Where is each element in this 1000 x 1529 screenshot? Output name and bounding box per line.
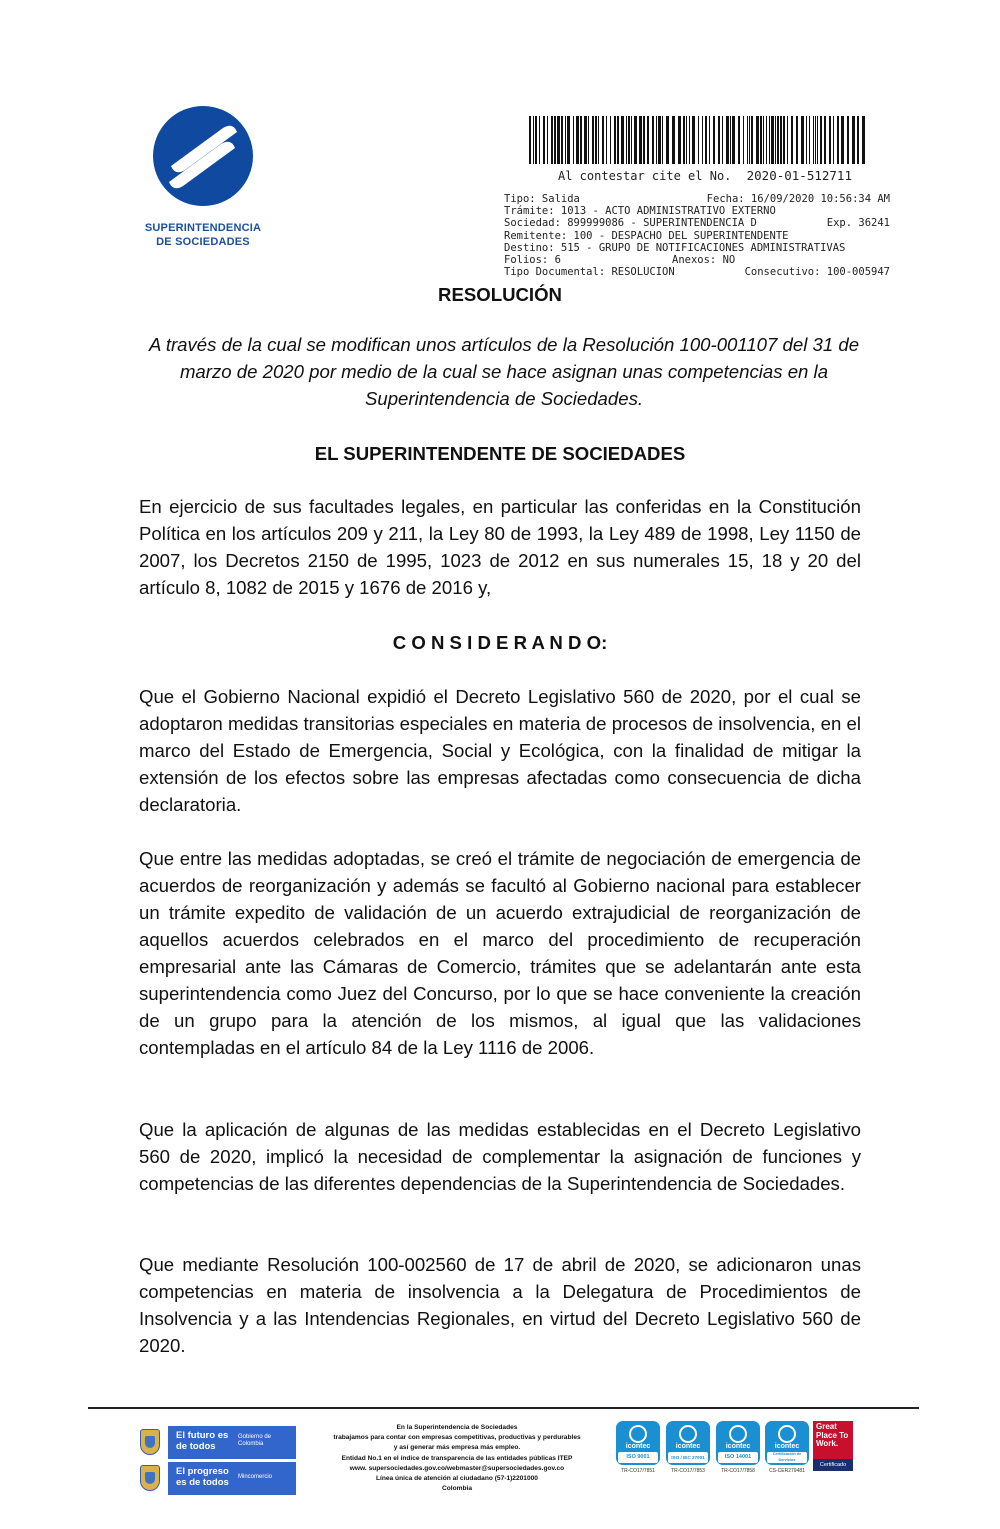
considerando-paragraph-1: Que el Gobierno Nacional expidió el Decreto Legislativo 560 de 2020, por el cual se adoptaron medidas transitorias especiales en materia de procesos de insolvencia, en el marco del Estado de Emergencia, Social y Ecológica, con la finalidad de mitigar la extensión de los efectos sobre las empresas afectadas como consecuencia de dicha declaratoria.	[139, 686, 861, 815]
barcode-bar	[769, 116, 770, 164]
barcode-bar	[862, 116, 865, 164]
footer-text-line: y así generar más empresa más empleo.	[393, 1444, 521, 1452]
barcode-bar	[592, 116, 594, 164]
cert-name: icontec	[675, 1443, 701, 1450]
barcode-bar	[658, 116, 661, 164]
cert-code: TR-CO17/7853	[671, 1468, 705, 1474]
barcode-bar	[626, 116, 627, 164]
barcode-bar	[726, 116, 729, 164]
gov-logo-main-text: El progreso es de todos	[176, 1466, 229, 1488]
considerando-heading: C O N S I D E R A N D O:	[392, 632, 608, 653]
cert-name: icontec	[625, 1443, 651, 1450]
cert-standard: ISO / IEC 27001	[668, 1452, 708, 1463]
barcode-bar	[756, 116, 759, 164]
footer-text-line: www. supersociedades.gov.co/webmaster@supersociedades.gov.co	[349, 1464, 565, 1472]
stamp-exp: Exp. 36241	[826, 217, 890, 230]
icontec-icon	[629, 1425, 647, 1443]
barcode-bar	[791, 116, 793, 164]
barcode-bar	[852, 116, 855, 164]
radication-stamp	[504, 193, 894, 278]
barcode-bar	[561, 116, 563, 164]
cite-line	[558, 168, 852, 183]
gov-logo-progreso	[138, 1462, 296, 1495]
barcode-bar	[732, 116, 735, 164]
colombia-shield-icon	[140, 1465, 160, 1491]
cert-standard: Certificación de Servicios	[767, 1452, 807, 1463]
cert-standard: ISO 9001	[618, 1452, 658, 1463]
document-title: RESOLUCIÓN	[438, 284, 562, 305]
barcode-bar	[698, 116, 699, 164]
barcode-bar	[639, 116, 642, 164]
gov-logo-sub-text: Gobierno de Colombia	[238, 1434, 272, 1447]
barcode-bar	[777, 116, 779, 164]
barcode-bar	[614, 116, 616, 164]
barcode-bar	[533, 116, 534, 164]
barcode-bar	[557, 116, 560, 164]
stamp-tramite: Trámite: 1013 - ACTO ADMINISTRATIVO EXTERNO	[504, 205, 776, 218]
colombia-shield-icon	[140, 1429, 160, 1455]
barcode-bar	[610, 116, 611, 164]
barcode-bar	[683, 116, 685, 164]
barcode-bar	[678, 116, 681, 164]
stamp-fecha: Fecha: 16/09/2020 10:56:34 AM	[706, 193, 890, 205]
cert-code: TR-CO17/7851	[621, 1468, 655, 1474]
icontec-certification-badge	[765, 1421, 809, 1465]
barcode-bar	[598, 116, 599, 164]
barcode-bar	[763, 116, 764, 164]
stamp-tipo: Tipo: Salida	[504, 193, 580, 205]
cert-name: icontec	[725, 1443, 751, 1450]
cert-name: icontec	[774, 1443, 800, 1450]
barcode-bar	[702, 116, 703, 164]
considerando-paragraph-3: Que la aplicación de algunas de las medidas establecidas en el Decreto Legislativo 560 de 2020, implicó la necesidad de complementar la asignación de funciones y competencias de las diferentes dependencias de la Superintendencia de Sociedades.	[139, 1119, 861, 1194]
icontec-certification-badge	[666, 1421, 710, 1465]
barcode-bar	[672, 116, 675, 164]
barcode-bar	[820, 116, 822, 164]
barcode-bar	[857, 116, 859, 164]
barcode-bar	[796, 116, 798, 164]
barcode-bar	[771, 116, 774, 164]
barcode-bar	[656, 116, 657, 164]
document-authority: EL SUPERINTENDENTE DE SOCIEDADES	[314, 443, 686, 464]
barcode-bar	[662, 116, 663, 164]
cert-code: CS-CER279481	[769, 1468, 805, 1474]
great-place-to-work-badge	[813, 1421, 853, 1471]
icontec-certification-badge	[716, 1421, 760, 1465]
icontec-icon	[778, 1425, 796, 1443]
barcode-bar	[718, 116, 720, 164]
barcode-bar	[751, 116, 753, 164]
barcode-bar	[705, 116, 707, 164]
barcode-bar	[801, 116, 804, 164]
barcode-bar	[713, 116, 715, 164]
document-subtitle: A través de la cual se modifican unos artículos de la Resolución 100-001107 del 31 de marzo de 2020 por medio de la cual se hace asignan unas competencias en la Superintendencia de Sociedades.	[148, 334, 860, 409]
barcode-bar	[565, 116, 566, 164]
barcode-bar	[809, 116, 810, 164]
cite-number: 2020-01-512711	[746, 168, 852, 183]
footer-text-line: Colombia	[441, 1485, 473, 1493]
cert-standard: ISO 14001	[718, 1452, 758, 1463]
barcode-bar	[588, 116, 589, 164]
barcode-bar	[595, 116, 597, 164]
barcode-bar	[743, 116, 744, 164]
stamp-tipo-documental: Tipo Documental: RESOLUCION	[504, 266, 675, 279]
barcode-bar	[576, 116, 579, 164]
barcode-bar	[837, 116, 839, 164]
barcode-bar	[833, 116, 834, 164]
barcode-bar	[580, 116, 582, 164]
barcode-bar	[815, 116, 816, 164]
barcode-bar	[647, 116, 649, 164]
superintendencia-s-logo-icon	[153, 106, 253, 206]
barcode-bar	[749, 116, 750, 164]
barcode-bar	[829, 116, 831, 164]
barcode-bar	[634, 116, 637, 164]
considerando-paragraph-4: Que mediante Resolución 100-002560 de 17 de abril de 2020, se adicionaron unas competencias en materia de insolvencia a la Delegatura de Procedimientos de Insolvencia y a las Intendencias Regionales, en virtud del Decreto Legislativo 560 de 2020.	[139, 1254, 861, 1356]
barcode-bar	[692, 116, 695, 164]
icontec-icon	[679, 1425, 697, 1443]
barcode-bar	[602, 116, 604, 164]
barcode-bar	[529, 116, 531, 164]
footer-text-line: Línea única de atención al ciudadano (57-1)2201000	[376, 1475, 538, 1483]
footer-text-line: En la Superintendencia de Sociedades	[396, 1424, 518, 1431]
barcode-bar	[643, 116, 645, 164]
barcode-bar	[787, 116, 788, 164]
barcode-bar	[760, 116, 762, 164]
stamp-folios: Folios: 6	[504, 253, 561, 266]
barcode-bar	[806, 116, 807, 164]
barcode-bar	[628, 116, 630, 164]
icontec-icon	[729, 1425, 747, 1443]
barcode-bar	[554, 116, 556, 164]
gov-logo-main-text: El futuro es de todos	[176, 1430, 229, 1452]
footer-divider	[88, 1407, 919, 1409]
footer-text-line: Entidad No.1 en el índice de transparencia de las entidades públicas ITEP	[341, 1454, 573, 1462]
barcode-bar	[686, 116, 687, 164]
gov-logo-futuro	[138, 1426, 296, 1459]
logo-text-line2: DE SOCIEDADES	[156, 236, 250, 248]
barcode-bar	[783, 116, 785, 164]
barcode-bar	[573, 116, 574, 164]
barcode-bar	[847, 116, 849, 164]
logo-text-line1: SUPERINTENDENCIA	[144, 222, 262, 234]
barcode-bar	[606, 116, 607, 164]
barcode	[529, 116, 865, 164]
barcode-bar	[766, 116, 767, 164]
barcode-bar	[543, 116, 545, 164]
considerando-paragraph-2: Que entre las medidas adoptadas, se creó el trámite de negociación de emergencia de acuerdos de reorganización y además se facultó al Gobierno nacional para establecer un trámite expedito de validación de un acuerdo extrajudicial de reorganización de aquellos acuerdos celebrados en el marco del procedimiento de recuperación empresarial ante las Cámaras de Comercio, trámites que se adelantarán ante esta superintendencia como Juez del Concurso, por lo que se hace conveniente la creación de un grupo para la atención de los mismos, al igual que las validaciones contempladas en el artículo 84 de la Ley 1116 de 2006.	[139, 848, 861, 1058]
barcode-bar	[780, 116, 782, 164]
barcode-bar	[547, 116, 548, 164]
barcode-bar	[824, 116, 826, 164]
barcode-bar	[747, 116, 748, 164]
barcode-bar	[689, 116, 690, 164]
superintendencia-logo	[133, 106, 273, 256]
barcode-bar	[738, 116, 740, 164]
footer-contact-text	[298, 1423, 616, 1494]
barcode-bar	[539, 116, 540, 164]
barcode-bar	[652, 116, 654, 164]
barcode-bar	[567, 116, 570, 164]
barcode-bar	[817, 116, 818, 164]
barcode-bar	[841, 116, 844, 164]
barcode-bar	[584, 116, 587, 164]
gov-logo-sub-text: Mincomercio	[238, 1474, 273, 1480]
barcode-bar	[730, 116, 731, 164]
footer-text-line: trabajamos para contar con empresas competitivas, productivas y perdurables	[333, 1434, 581, 1442]
stamp-anexos: Anexos: NO	[672, 253, 736, 266]
barcode-bar	[551, 116, 553, 164]
stamp-sociedad: Sociedad: 899999086 - SUPERINTENDENCIA D	[504, 217, 757, 230]
gptw-text: Great Place To Work.	[816, 1422, 849, 1448]
stamp-destino: Destino: 515 - GRUPO DE NOTIFICACIONES ADMINISTRATIVAS	[504, 241, 846, 254]
barcode-bar	[617, 116, 619, 164]
barcode-bar	[775, 116, 776, 164]
barcode-bar	[631, 116, 632, 164]
barcode-bar	[709, 116, 710, 164]
icontec-certification-badge	[616, 1421, 660, 1465]
cert-code: TR-CO17/7858	[721, 1468, 755, 1474]
stamp-remitente: Remitente: 100 - DESPACHO DEL SUPERINTENDENTE	[504, 229, 789, 242]
barcode-bar	[666, 116, 669, 164]
barcode-bar	[621, 116, 624, 164]
barcode-bar	[722, 116, 723, 164]
cite-label: Al contestar cite el No.	[558, 169, 732, 183]
barcode-bar	[535, 116, 537, 164]
intro-paragraph: En ejercicio de sus facultades legales, en particular las conferidas en la Constitución Política en los artículos 209 y 211, la Ley 80 de 1993, la Ley 489 de 1998, Ley 1150 de 2007, los Decretos 2150 de 1995, 1023 de 2012 en sus numerales 15, 18 y 20 del artículo 8, 1082 de 2015 y 1676 de 2016 y,	[139, 496, 861, 598]
stamp-consecutivo: Consecutivo: 100-005947	[744, 266, 890, 279]
barcode-bar	[813, 116, 814, 164]
gptw-certified-label: Certificado	[813, 1459, 853, 1471]
